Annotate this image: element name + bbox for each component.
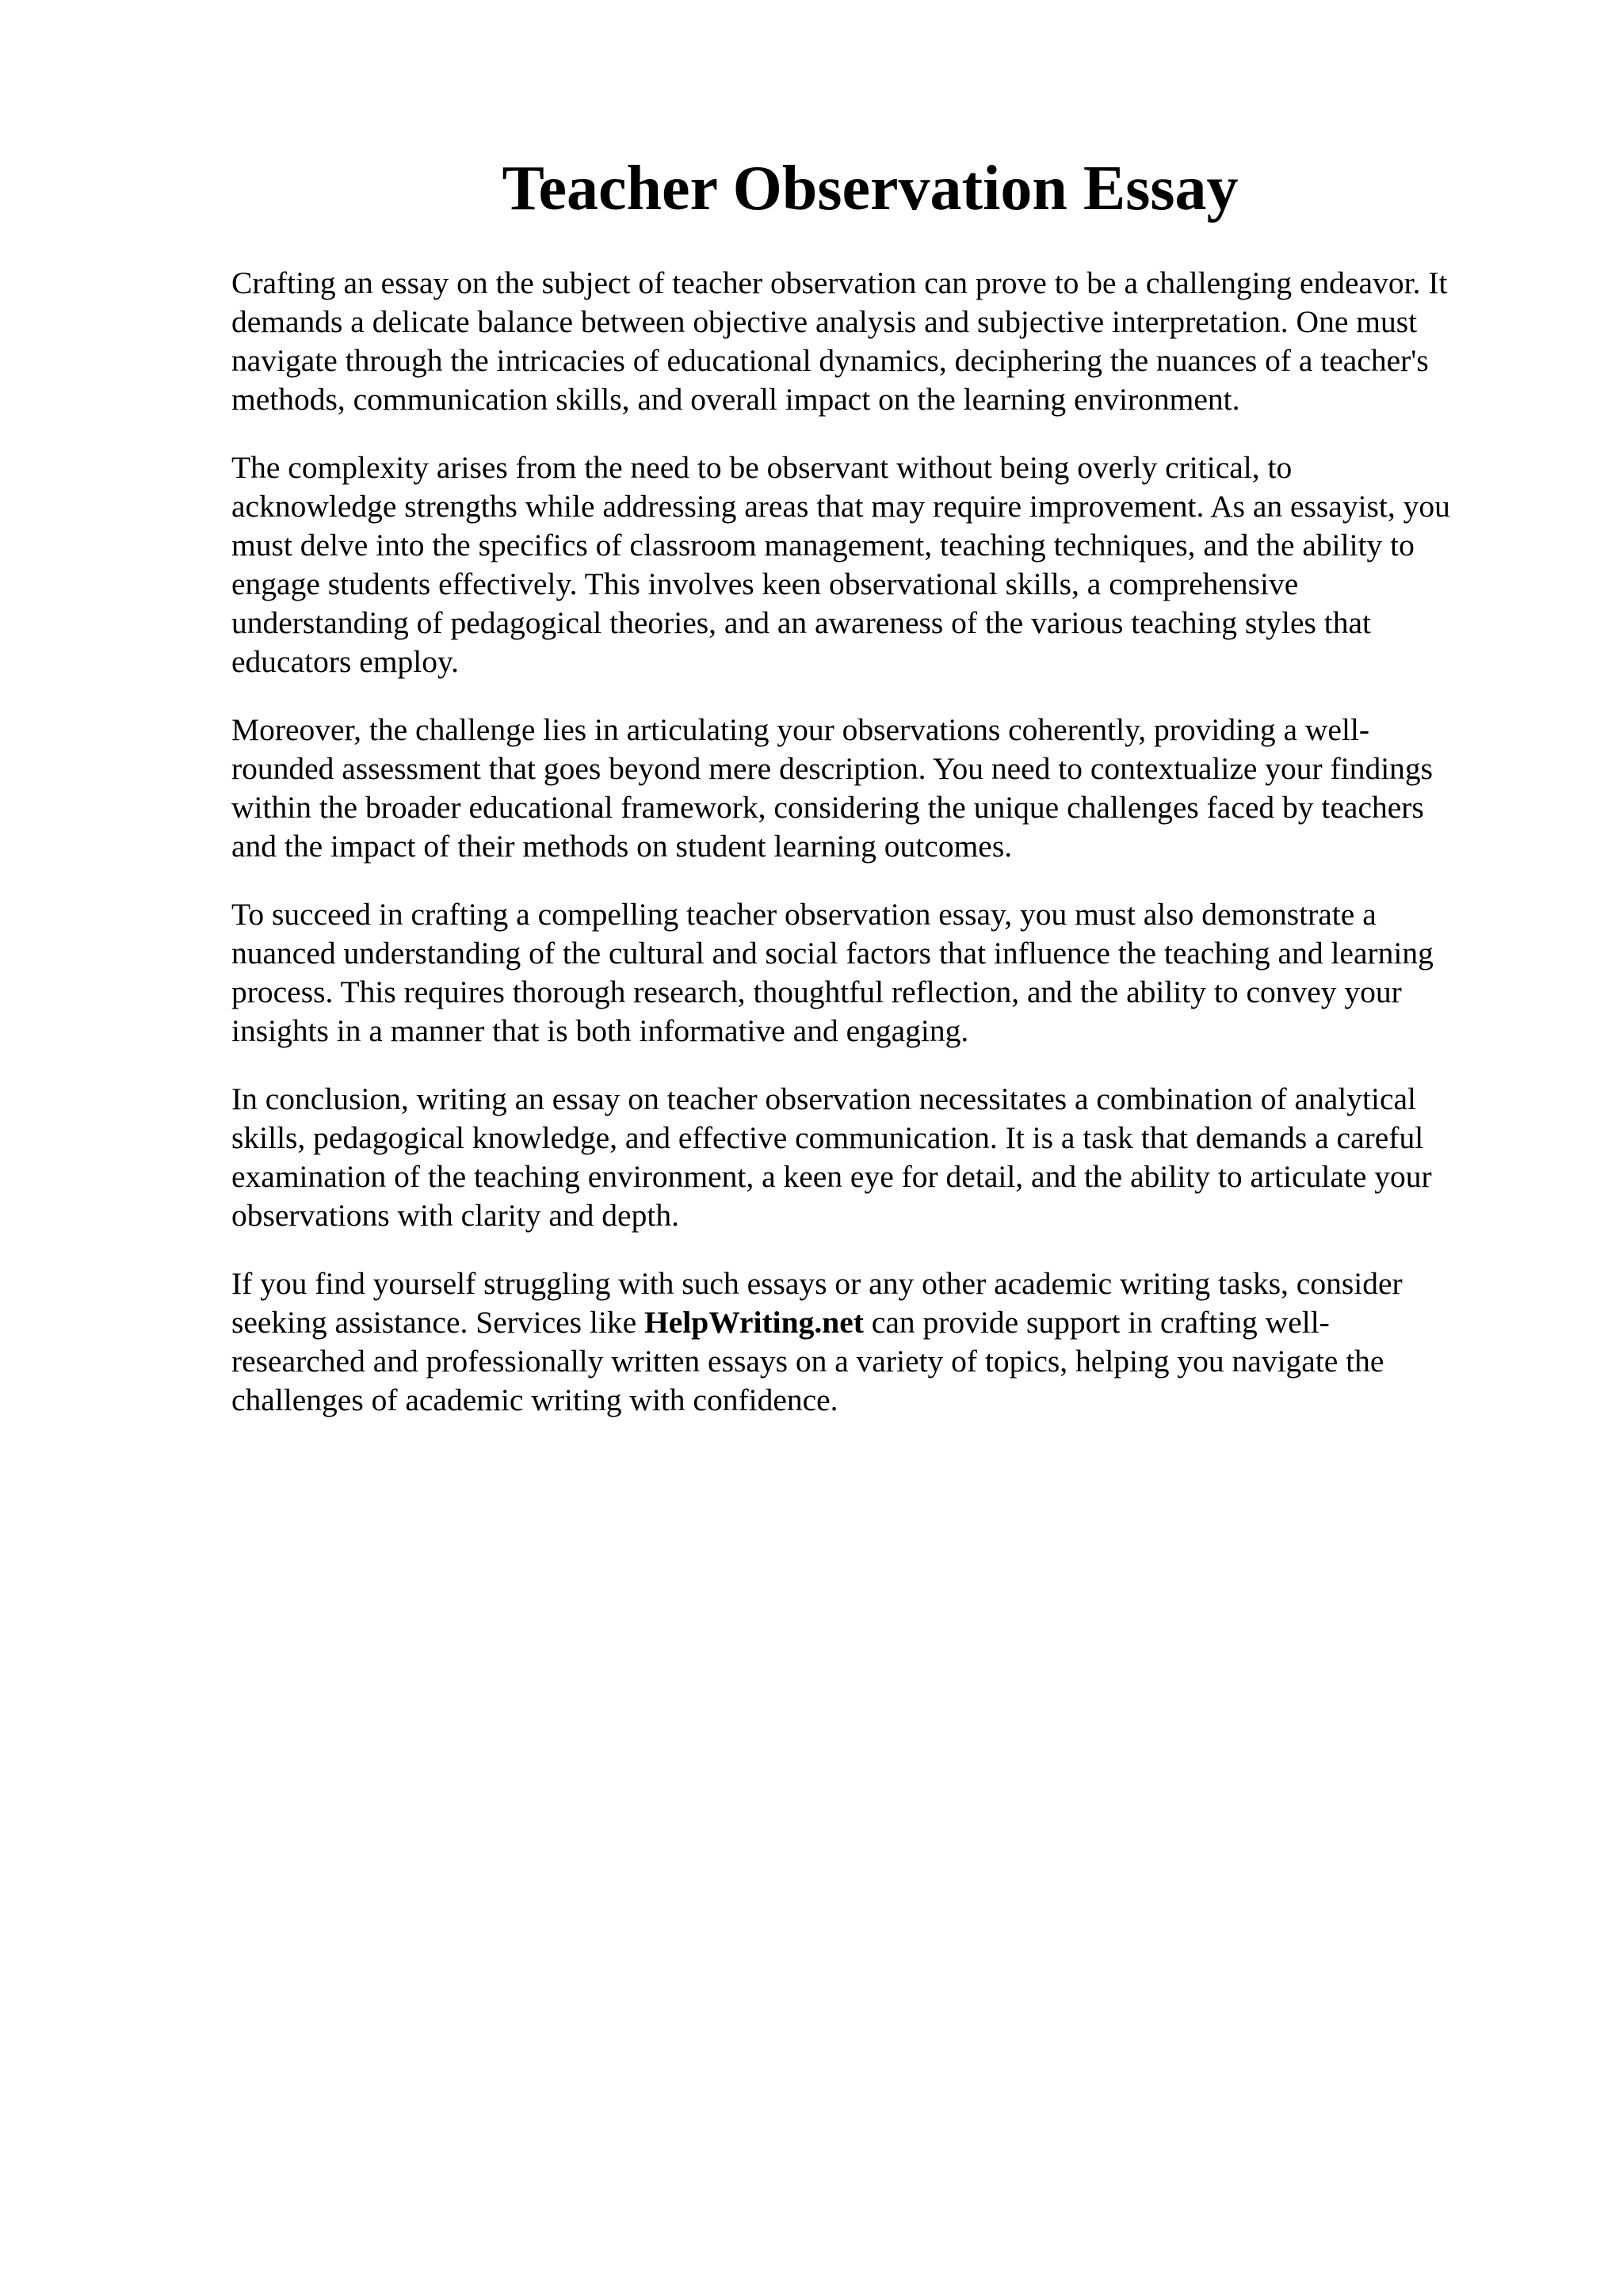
paragraph-line: educators employ. (231, 644, 460, 679)
paragraph-4 (231, 895, 1515, 1051)
paragraph-line: examination of the teaching environment, a keen eye for detail, and the ability to articulate your (231, 1159, 1432, 1194)
paragraph-line: understanding of pedagogical theories, and an awareness of the various teaching styles that (231, 605, 1371, 640)
paragraph-line: nuanced understanding of the cultural and social factors that influence the teaching and learning (231, 936, 1434, 971)
paragraph-line: observations with clarity and depth. (231, 1198, 679, 1233)
paragraph-line: and the impact of their methods on student learning outcomes. (231, 829, 1013, 864)
text-segment: seeking assistance. Services like (231, 1305, 645, 1340)
paragraph-3 (231, 711, 1515, 866)
paragraph-line: engage students effectively. This involves keen observational skills, a comprehensive (231, 566, 1299, 601)
paragraph-line: rounded assessment that goes beyond mere description. You need to contextualize your findings (231, 751, 1434, 786)
paragraph-line: demands a delicate balance between objective analysis and subjective interpretation. One must (231, 304, 1418, 339)
paragraph-line: If you find yourself struggling with such essays or any other academic writing tasks, consider (231, 1266, 1403, 1301)
text-segment: can provide support in crafting well- (863, 1305, 1330, 1340)
paragraph-1 (231, 264, 1515, 419)
paragraph-line: Moreover, the challenge lies in articulating your observations coherently, providing a well- (231, 712, 1370, 747)
paragraph-line: challenges of academic writing with confidence. (231, 1383, 838, 1417)
paragraph-line: To succeed in crafting a compelling teacher observation essay, you must also demonstrate a (231, 897, 1377, 932)
paragraph-line: Crafting an essay on the subject of teacher observation can prove to be a challenging endeavor. It (231, 265, 1448, 300)
paragraph-line: The complexity arises from the need to be observant without being overly critical, to (231, 450, 1293, 485)
paragraph-line: within the broader educational framework, considering the unique challenges faced by teachers (231, 790, 1424, 825)
paragraph-line (231, 1303, 1515, 1342)
brand-name: HelpWriting.net (644, 1305, 864, 1340)
paragraph-line: acknowledge strengths while addressing areas that may require improvement. As an essayist, you (231, 489, 1450, 524)
paragraph-line: In conclusion, writing an essay on teacher observation necessitates a combination of analytical (231, 1081, 1417, 1116)
paragraph-line: skills, pedagogical knowledge, and effective communication. It is a task that demands a careful (231, 1120, 1424, 1155)
paragraph-line: researched and professionally written essays on a variety of topics, helping you navigate the (231, 1344, 1384, 1379)
paragraph-line: must delve into the specifics of classroom management, teaching techniques, and the ability to (231, 528, 1415, 563)
paragraph-6 (231, 1264, 1515, 1420)
document-body (231, 264, 1515, 1449)
paragraph-line: process. This requires thorough research, thoughtful reflection, and the ability to convey your (231, 974, 1402, 1009)
document-title: Teacher Observation Essay (502, 154, 1239, 223)
paragraph-line: navigate through the intricacies of educational dynamics, deciphering the nuances of a teacher's (231, 343, 1429, 378)
paragraph-2 (231, 448, 1515, 681)
paragraph-5 (231, 1080, 1515, 1235)
paragraph-line: methods, communication skills, and overall impact on the learning environment. (231, 382, 1240, 417)
paragraph-line: insights in a manner that is both informative and engaging. (231, 1013, 969, 1048)
